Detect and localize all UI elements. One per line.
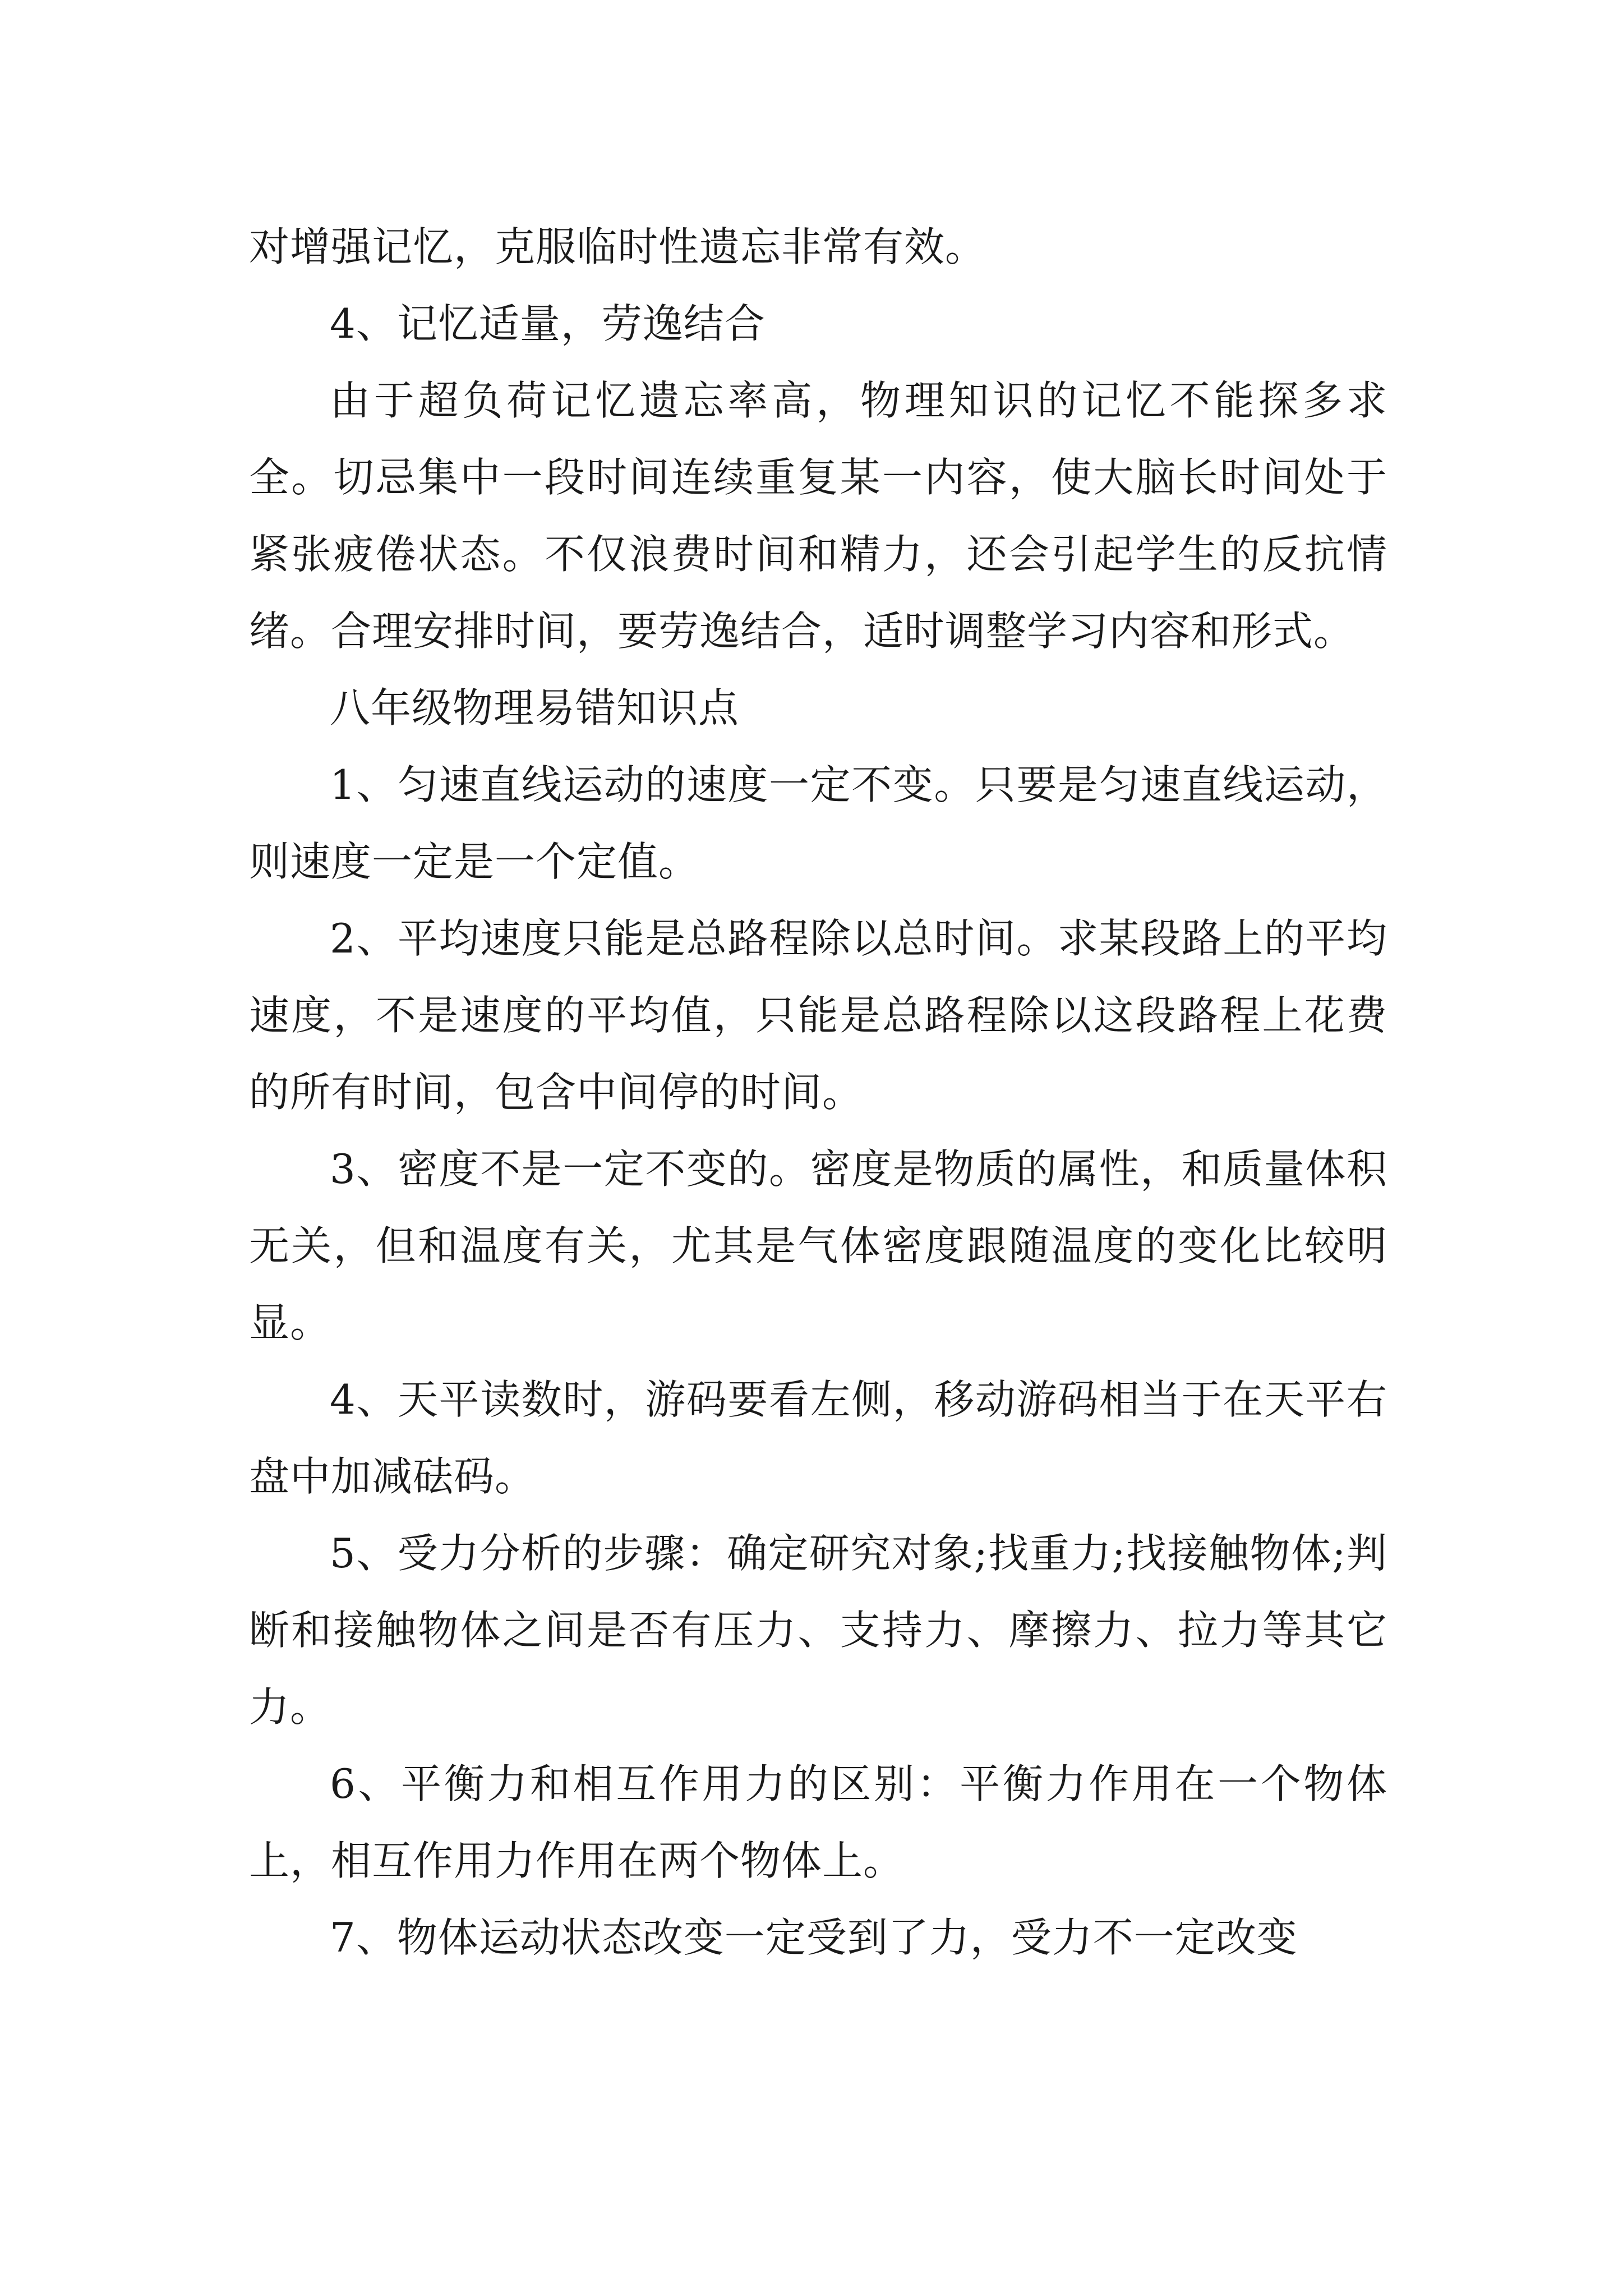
list-item-7: 7、物体运动状态改变一定受到了力，受力不一定改变: [330, 1914, 1298, 1961]
list-item-6: 6、平衡力和相互作用力的区别：平衡力作用在一个物体上，相互作用力作用在两个物体上。: [249, 1760, 1387, 1884]
section-heading: 八年级物理易错知识点: [330, 684, 740, 731]
list-item-5: 5、受力分析的步骤：确定研究对象;找重力;找接触物体;判断和接触物体之间是否有压力、支持力、摩擦力、拉力等其它力。: [249, 1530, 1387, 1731]
list-item-1: 1、匀速直线运动的速度一定不变。只要是匀速直线运动，则速度一定是一个定值。: [249, 761, 1387, 885]
list-item-4: 4、天平读数时，游码要看左侧，移动游码相当于在天平右盘中加减砝码。: [249, 1376, 1387, 1500]
list-item-2: 2、平均速度只能是总路程除以总时间。求某段路上的平均速度，不是速度的平均值，只能是总路程除以这段路程上花费的所有时间，包含中间停的时间。: [249, 915, 1387, 1116]
subheading-memory-balance: 4、记忆适量，劳逸结合: [330, 300, 766, 347]
body-text: [249, 209, 1387, 1976]
list-item-3: 3、密度不是一定不变的。密度是物质的属性，和质量体积无关，但和温度有关，尤其是气体密度跟随温度的变化比较明显。: [249, 1145, 1387, 1346]
paragraph-1: 对增强记忆，克服临时性遗忘非常有效。: [249, 223, 986, 270]
paragraph-3: 由于超负荷记忆遗忘率高，物理知识的记忆不能探多求全。切忌集中一段时间连续重复某一内容，使大脑长时间处于紧张疲倦状态。不仅浪费时间和精力，还会引起学生的反抗情绪。合理安排时间，要劳逸结合，适时调整学习内容和形式。: [249, 377, 1387, 655]
